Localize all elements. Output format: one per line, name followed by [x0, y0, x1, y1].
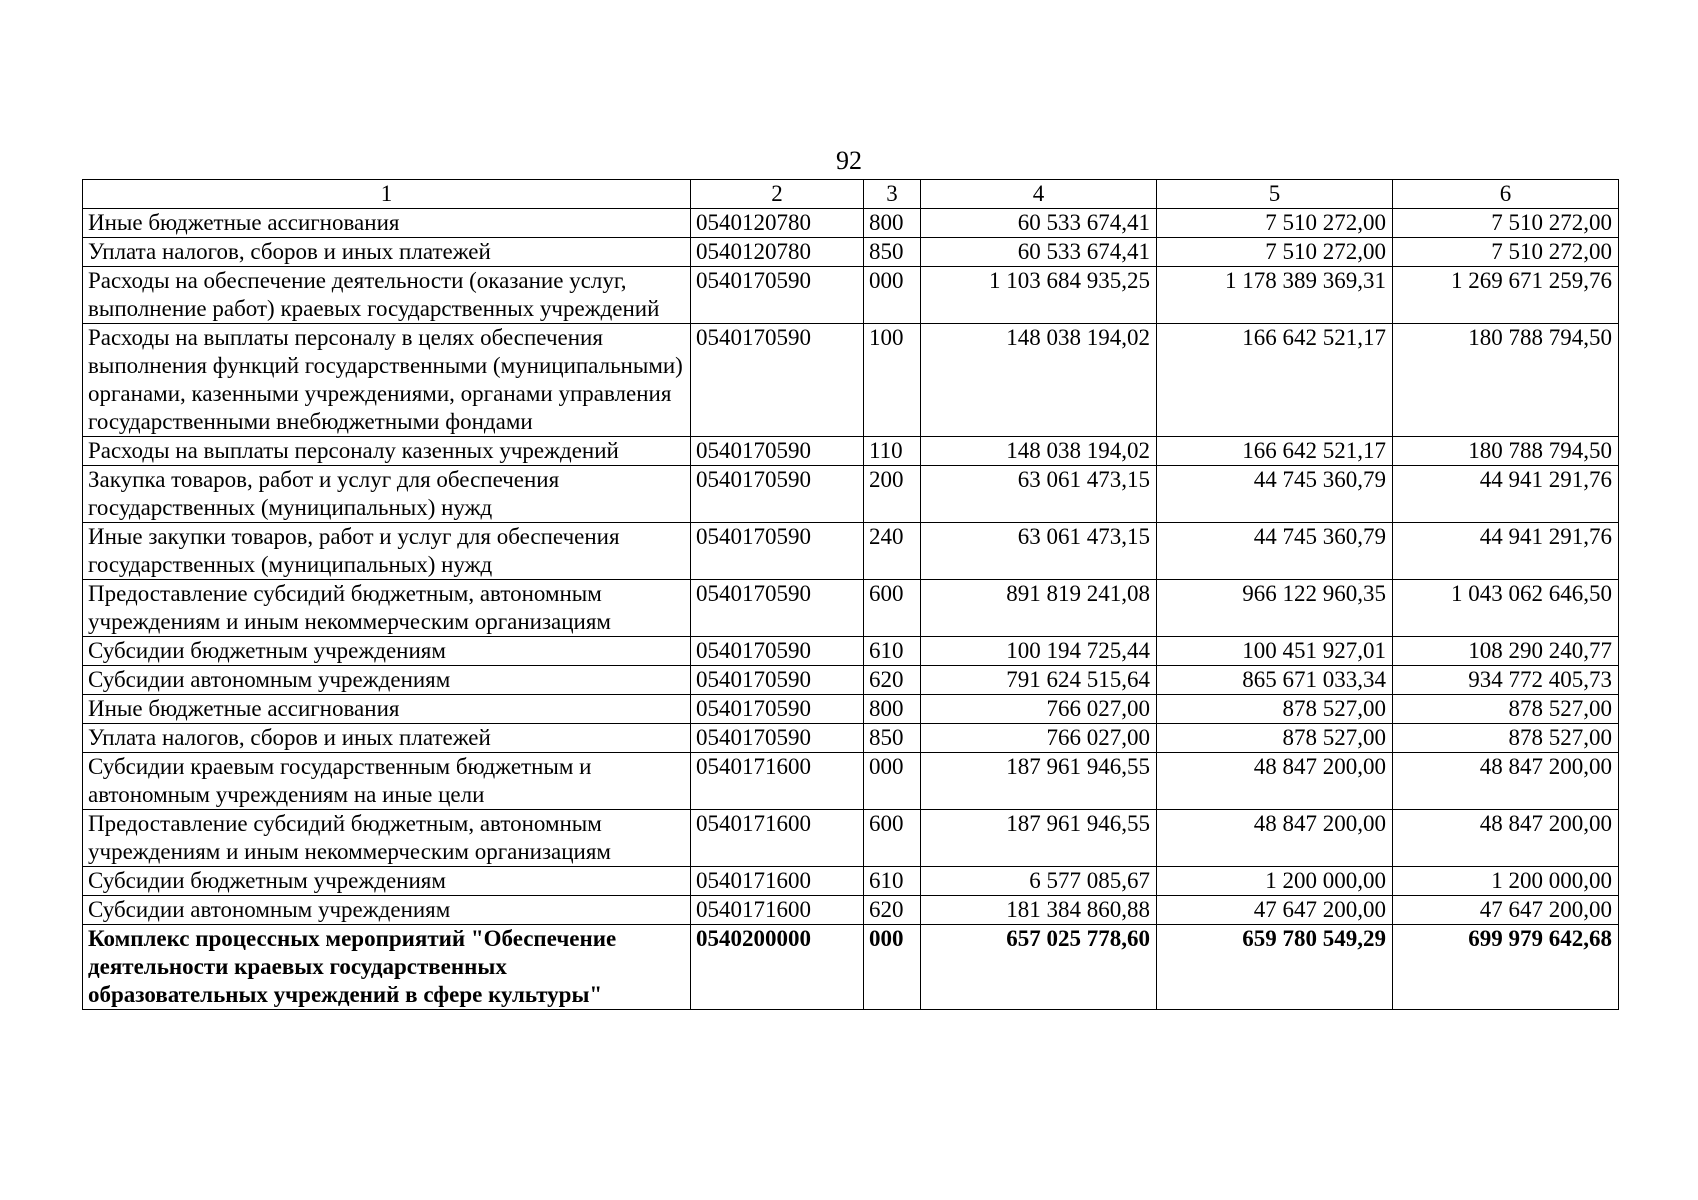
row-value-1: 148 038 194,02 [921, 324, 1157, 437]
table-row [83, 267, 1619, 324]
row-value-2: 166 642 521,17 [1157, 437, 1393, 466]
row-csr-code: 0540171600 [691, 753, 864, 810]
row-csr-code: 0540170590 [691, 466, 864, 523]
header-cell: 5 [1157, 180, 1393, 209]
row-vr-code: 200 [864, 466, 921, 523]
table-row [83, 666, 1619, 695]
row-csr-code: 0540171600 [691, 867, 864, 896]
table-row [83, 810, 1619, 867]
row-name: Комплекс процессных мероприятий "Обеспечение деятельности краевых государственных образовательных учреждений в сфере культуры" [83, 925, 691, 1010]
header-row [83, 180, 1619, 209]
table-row [83, 896, 1619, 925]
header-cell: 1 [83, 180, 691, 209]
row-value-1: 100 194 725,44 [921, 637, 1157, 666]
row-value-3: 108 290 240,77 [1393, 637, 1619, 666]
row-vr-code: 100 [864, 324, 921, 437]
row-csr-code: 0540200000 [691, 925, 864, 1010]
table-row [83, 695, 1619, 724]
row-value-2: 1 178 389 369,31 [1157, 267, 1393, 324]
row-value-2: 865 671 033,34 [1157, 666, 1393, 695]
row-csr-code: 0540171600 [691, 896, 864, 925]
row-name: Субсидии бюджетным учреждениям [83, 867, 691, 896]
row-value-3: 47 647 200,00 [1393, 896, 1619, 925]
row-value-3: 1 269 671 259,76 [1393, 267, 1619, 324]
row-name: Уплата налогов, сборов и иных платежей [83, 724, 691, 753]
table-row [83, 637, 1619, 666]
row-vr-code: 110 [864, 437, 921, 466]
row-name: Иные бюджетные ассигнования [83, 209, 691, 238]
row-vr-code: 620 [864, 666, 921, 695]
row-value-1: 891 819 241,08 [921, 580, 1157, 637]
row-value-3: 878 527,00 [1393, 724, 1619, 753]
row-value-3: 7 510 272,00 [1393, 238, 1619, 267]
row-value-2: 878 527,00 [1157, 695, 1393, 724]
row-value-1: 766 027,00 [921, 695, 1157, 724]
row-vr-code: 850 [864, 724, 921, 753]
row-value-1: 60 533 674,41 [921, 238, 1157, 267]
row-value-3: 1 200 000,00 [1393, 867, 1619, 896]
row-csr-code: 0540170590 [691, 580, 864, 637]
row-vr-code: 610 [864, 637, 921, 666]
row-csr-code: 0540170590 [691, 523, 864, 580]
row-vr-code: 850 [864, 238, 921, 267]
row-value-2: 44 745 360,79 [1157, 523, 1393, 580]
row-value-3: 44 941 291,76 [1393, 466, 1619, 523]
row-vr-code: 600 [864, 580, 921, 637]
row-csr-code: 0540120780 [691, 209, 864, 238]
table-row [83, 580, 1619, 637]
row-name: Расходы на выплаты персоналу в целях обеспечения выполнения функций государственными (муниципальными) органами, казенными учреждениями, органами управления государственными внебюджетными фондами [83, 324, 691, 437]
row-vr-code: 800 [864, 209, 921, 238]
row-csr-code: 0540170590 [691, 724, 864, 753]
row-value-2: 659 780 549,29 [1157, 925, 1393, 1010]
row-value-3: 1 043 062 646,50 [1393, 580, 1619, 637]
table-row [83, 724, 1619, 753]
row-vr-code: 620 [864, 896, 921, 925]
table-row [83, 437, 1619, 466]
row-value-3: 699 979 642,68 [1393, 925, 1619, 1010]
row-name: Предоставление субсидий бюджетным, автономным учреждениям и иным некоммерческим организациям [83, 810, 691, 867]
table-row-total [83, 925, 1619, 1010]
table-row [83, 523, 1619, 580]
row-csr-code: 0540120780 [691, 238, 864, 267]
table-row [83, 867, 1619, 896]
row-value-2: 48 847 200,00 [1157, 753, 1393, 810]
row-value-1: 791 624 515,64 [921, 666, 1157, 695]
row-vr-code: 610 [864, 867, 921, 896]
row-name: Иные бюджетные ассигнования [83, 695, 691, 724]
row-csr-code: 0540170590 [691, 666, 864, 695]
row-csr-code: 0540171600 [691, 810, 864, 867]
row-value-2: 48 847 200,00 [1157, 810, 1393, 867]
row-value-1: 60 533 674,41 [921, 209, 1157, 238]
row-csr-code: 0540170590 [691, 695, 864, 724]
row-name: Расходы на обеспечение деятельности (оказание услуг, выполнение работ) краевых государственных учреждений [83, 267, 691, 324]
header-cell: 3 [864, 180, 921, 209]
header-cell: 6 [1393, 180, 1619, 209]
row-value-3: 48 847 200,00 [1393, 810, 1619, 867]
row-value-2: 166 642 521,17 [1157, 324, 1393, 437]
row-name: Субсидии бюджетным учреждениям [83, 637, 691, 666]
budget-table [82, 179, 1619, 1010]
row-name: Иные закупки товаров, работ и услуг для обеспечения государственных (муниципальных) нужд [83, 523, 691, 580]
row-value-1: 63 061 473,15 [921, 523, 1157, 580]
row-name: Субсидии краевым государственным бюджетным и автономным учреждениям на иные цели [83, 753, 691, 810]
row-value-3: 7 510 272,00 [1393, 209, 1619, 238]
row-value-1: 181 384 860,88 [921, 896, 1157, 925]
row-value-2: 1 200 000,00 [1157, 867, 1393, 896]
row-vr-code: 000 [864, 925, 921, 1010]
row-value-3: 44 941 291,76 [1393, 523, 1619, 580]
row-name: Предоставление субсидий бюджетным, автономным учреждениям и иным некоммерческим организациям [83, 580, 691, 637]
row-value-2: 7 510 272,00 [1157, 238, 1393, 267]
row-vr-code: 000 [864, 267, 921, 324]
row-value-2: 47 647 200,00 [1157, 896, 1393, 925]
row-value-1: 657 025 778,60 [921, 925, 1157, 1010]
row-csr-code: 0540170590 [691, 324, 864, 437]
table-row [83, 324, 1619, 437]
row-value-1: 6 577 085,67 [921, 867, 1157, 896]
row-value-1: 63 061 473,15 [921, 466, 1157, 523]
row-value-1: 766 027,00 [921, 724, 1157, 753]
row-name: Субсидии автономным учреждениям [83, 896, 691, 925]
row-value-3: 180 788 794,50 [1393, 437, 1619, 466]
row-value-1: 148 038 194,02 [921, 437, 1157, 466]
header-cell: 2 [691, 180, 864, 209]
row-value-2: 878 527,00 [1157, 724, 1393, 753]
row-vr-code: 800 [864, 695, 921, 724]
row-vr-code: 240 [864, 523, 921, 580]
table-row [83, 209, 1619, 238]
row-value-3: 934 772 405,73 [1393, 666, 1619, 695]
row-csr-code: 0540170590 [691, 267, 864, 324]
row-csr-code: 0540170590 [691, 437, 864, 466]
page-number: 92 [836, 146, 862, 175]
row-value-3: 878 527,00 [1393, 695, 1619, 724]
row-csr-code: 0540170590 [691, 637, 864, 666]
row-name: Субсидии автономным учреждениям [83, 666, 691, 695]
row-name: Уплата налогов, сборов и иных платежей [83, 238, 691, 267]
row-name: Расходы на выплаты персоналу казенных учреждений [83, 437, 691, 466]
table-row [83, 753, 1619, 810]
row-vr-code: 000 [864, 753, 921, 810]
row-value-2: 44 745 360,79 [1157, 466, 1393, 523]
row-value-1: 1 103 684 935,25 [921, 267, 1157, 324]
row-value-2: 966 122 960,35 [1157, 580, 1393, 637]
row-value-1: 187 961 946,55 [921, 810, 1157, 867]
row-value-3: 180 788 794,50 [1393, 324, 1619, 437]
row-value-1: 187 961 946,55 [921, 753, 1157, 810]
row-value-3: 48 847 200,00 [1393, 753, 1619, 810]
row-vr-code: 600 [864, 810, 921, 867]
header-cell: 4 [921, 180, 1157, 209]
table-row [83, 466, 1619, 523]
table-row [83, 238, 1619, 267]
row-value-2: 100 451 927,01 [1157, 637, 1393, 666]
row-name: Закупка товаров, работ и услуг для обеспечения государственных (муниципальных) нужд [83, 466, 691, 523]
row-value-2: 7 510 272,00 [1157, 209, 1393, 238]
